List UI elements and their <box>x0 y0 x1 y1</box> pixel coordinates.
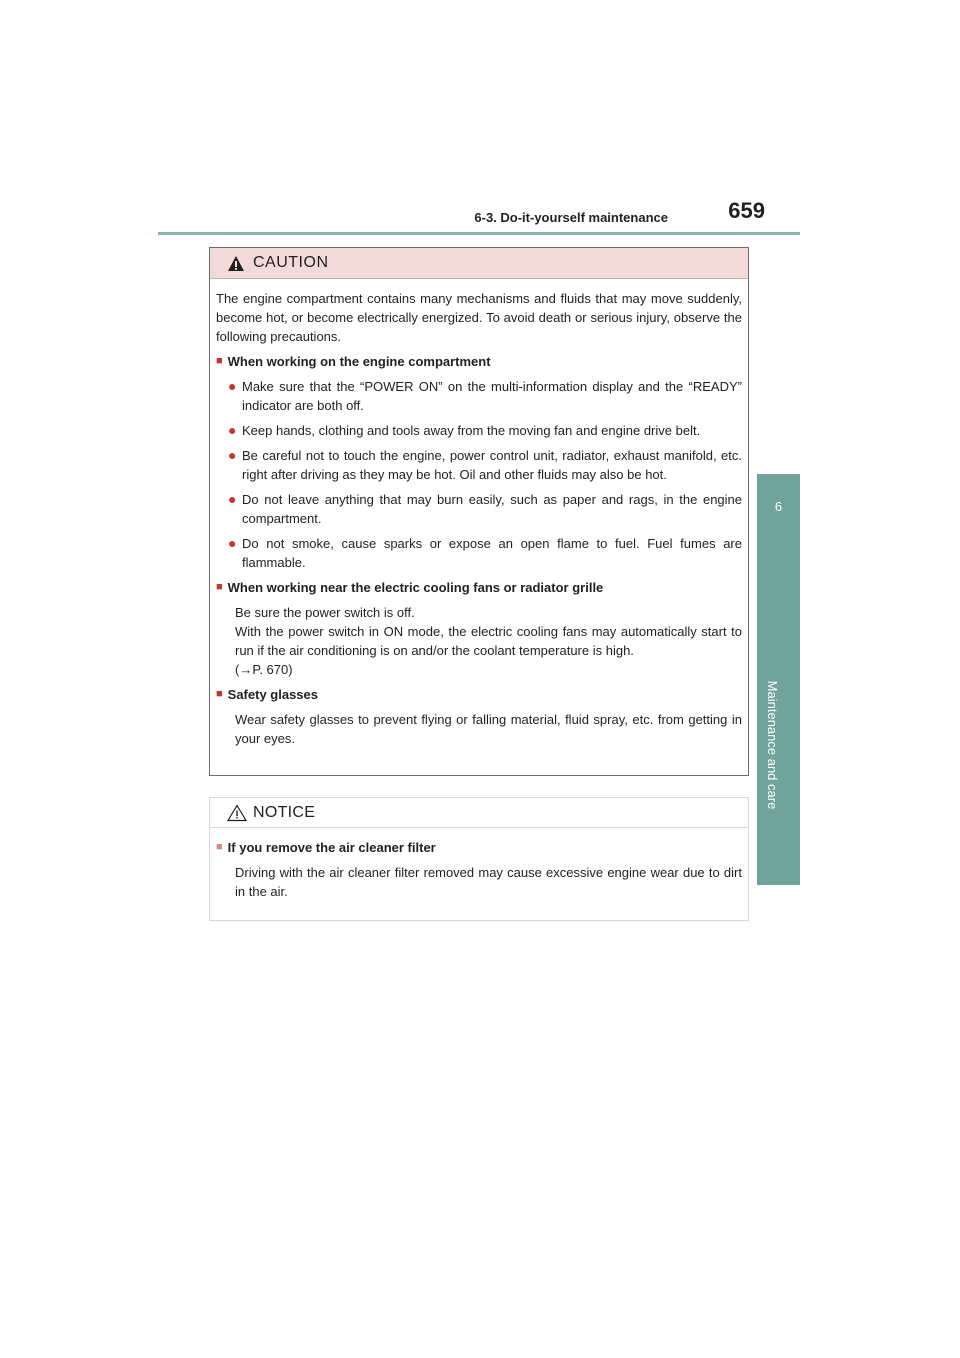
text-line: With the power switch in ON mode, the electric cooling fans may automatically start to run if the air conditioning is on and/or the coolant temperature is high. <box>235 624 742 658</box>
bullet-dot-icon: ● <box>228 378 237 394</box>
indented-text <box>216 863 742 901</box>
warning-triangle-icon <box>227 255 245 273</box>
sub-heading-text: Safety glasses <box>227 687 318 702</box>
bullet-dot-icon: ● <box>228 422 237 438</box>
bullet-text: Do not smoke, cause sparks or expose an open flame to fuel. Fuel fumes are flammable. <box>242 536 742 570</box>
square-marker-icon: ■ <box>216 581 223 593</box>
bullet-text: Do not leave anything that may burn easily, such as paper and rags, in the engine compartment. <box>242 492 742 526</box>
bullet-dot-icon: ● <box>228 447 237 463</box>
square-marker-icon: ■ <box>216 355 223 367</box>
sub-heading-text: If you remove the air cleaner filter <box>227 840 436 855</box>
bullet-item <box>216 377 742 415</box>
text-line: Be sure the power switch is off. <box>235 605 415 620</box>
bullet-text: Keep hands, clothing and tools away from the moving fan and engine drive belt. <box>242 423 701 438</box>
sub-heading <box>216 352 742 371</box>
sub-heading-text: When working on the engine compartment <box>227 354 491 369</box>
caution-title: CAUTION <box>253 254 329 271</box>
page-reference-link[interactable]: (→P. 670) <box>235 662 293 677</box>
caution-intro: The engine compartment contains many mechanisms and fluids that may move suddenly, become hot, or become electrically energized. To avoid death or serious injury, observe the following precautions. <box>216 291 742 344</box>
sub-heading <box>216 685 742 704</box>
bullet-item <box>216 446 742 484</box>
square-marker-icon: ■ <box>216 688 223 700</box>
bullet-dot-icon: ● <box>228 535 237 551</box>
bullet-item <box>216 421 742 440</box>
bullet-item <box>216 490 742 528</box>
caution-header <box>210 248 748 279</box>
text-line: Wear safety glasses to prevent flying or falling material, fluid spray, etc. from getting in your eyes. <box>235 712 742 746</box>
chapter-label: Maintenance and care <box>765 680 780 810</box>
caution-box <box>209 247 749 776</box>
bullet-dot-icon: ● <box>228 491 237 507</box>
bullet-text: Be careful not to touch the engine, power control unit, radiator, exhaust manifold, etc. right after driving as they may be hot. Oil and other fluids may also be hot. <box>242 448 742 482</box>
bullet-item <box>216 534 742 572</box>
header-rule <box>158 232 800 235</box>
notice-header <box>210 798 748 828</box>
text-line: Driving with the air cleaner filter removed may cause excessive engine wear due to dirt in the air. <box>235 865 742 899</box>
chapter-number-tab: 6 <box>757 474 800 555</box>
caution-body <box>210 279 748 748</box>
sub-heading <box>216 838 742 857</box>
section-title: 6-3. Do-it-yourself maintenance <box>474 210 668 225</box>
notice-box <box>209 797 749 921</box>
page-number: 659 <box>728 198 765 223</box>
sub-heading-text: When working near the electric cooling fans or radiator grille <box>227 580 604 595</box>
indented-text <box>216 603 742 679</box>
warning-triangle-outline-icon <box>227 804 247 822</box>
sub-heading <box>216 578 742 597</box>
square-marker-icon: ■ <box>216 841 223 853</box>
indented-text <box>216 710 742 748</box>
notice-body <box>210 828 748 901</box>
notice-title: NOTICE <box>253 804 316 821</box>
bullet-text: Make sure that the “POWER ON” on the multi-information display and the “READY” indicator are both off. <box>242 379 742 413</box>
